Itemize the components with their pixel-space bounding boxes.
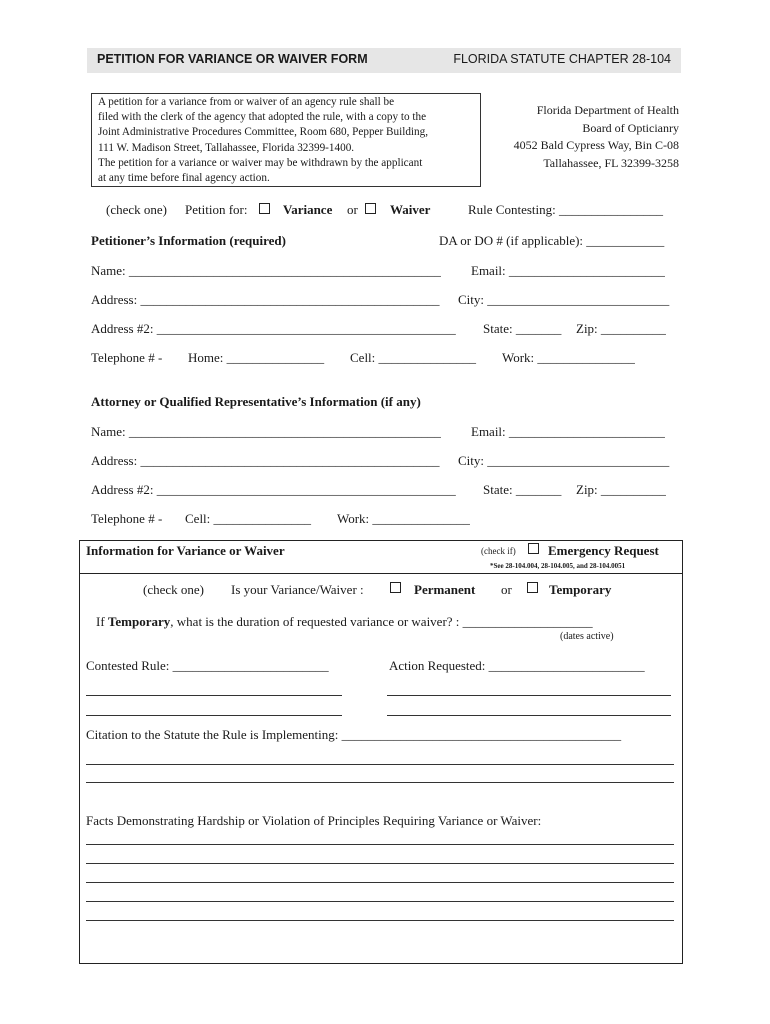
rule-contesting-field[interactable]: Rule Contesting: ________________ bbox=[468, 202, 663, 217]
variance-checkbox[interactable] bbox=[259, 203, 270, 214]
action-requested-field[interactable]: Action Requested: ________________________ bbox=[389, 658, 645, 673]
attorney-name-field[interactable]: Name: ________________________________________________ bbox=[91, 424, 441, 439]
form-title: PETITION FOR VARIANCE OR WAIVER FORM bbox=[97, 52, 368, 66]
if-prefix: If bbox=[96, 614, 108, 629]
da-do-field[interactable]: DA or DO # (if applicable): ____________ bbox=[439, 233, 665, 248]
facts-label: Facts Demonstrating Hardship or Violation of Principles Requiring Variance or Waiver: bbox=[86, 813, 542, 828]
citation-line[interactable] bbox=[86, 764, 674, 765]
duration-or-label: or bbox=[501, 582, 512, 597]
attorney-telephone-label: Telephone # - bbox=[91, 511, 163, 526]
temporary-duration-question bbox=[96, 614, 593, 630]
notice-line: Joint Administrative Procedures Committee, Room 680, Pepper Building, bbox=[98, 126, 429, 139]
petitioner-email-field[interactable]: Email: ________________________ bbox=[471, 263, 665, 278]
petitioner-heading: Petitioner’s Information (required) bbox=[91, 233, 286, 248]
agency-line: Florida Department of Health bbox=[536, 103, 679, 117]
agency-line: 4052 Bald Cypress Way, Bin C-08 bbox=[513, 138, 679, 152]
facts-line[interactable] bbox=[86, 901, 674, 902]
notice-line: A petition for a variance from or waiver of an agency rule shall be bbox=[98, 96, 395, 108]
petition-type-check-one: (check one) bbox=[106, 202, 167, 217]
contested-rule-field[interactable]: Contested Rule: ________________________ bbox=[86, 658, 329, 673]
waiver-label: Waiver bbox=[390, 202, 431, 217]
agency-address bbox=[514, 102, 679, 172]
petitioner-cell-phone-field[interactable]: Cell: _______________ bbox=[350, 350, 477, 365]
emergency-checkbox[interactable] bbox=[528, 543, 539, 554]
filing-notice-box bbox=[91, 93, 481, 187]
section-divider bbox=[79, 573, 683, 574]
facts-line[interactable] bbox=[86, 863, 674, 864]
check-if-label: (check if) bbox=[481, 546, 516, 556]
attorney-state-field[interactable]: State: _______ bbox=[483, 482, 562, 497]
permanent-checkbox[interactable] bbox=[390, 582, 401, 593]
action-requested-line[interactable] bbox=[387, 695, 671, 696]
petitioner-state-field[interactable]: State: _______ bbox=[483, 321, 562, 336]
duration-check-one: (check one) bbox=[143, 582, 204, 597]
notice-line: at any time before final agency action. bbox=[98, 172, 270, 185]
attorney-work-phone-field[interactable]: Work: _______________ bbox=[337, 511, 470, 526]
petitioner-home-phone-field[interactable]: Home: _______________ bbox=[188, 350, 325, 365]
notice-line: The petition for a variance or waiver may be withdrawn by the applicant bbox=[98, 156, 423, 169]
or-label: or bbox=[347, 202, 358, 217]
petitioner-zip-field[interactable]: Zip: __________ bbox=[576, 321, 666, 336]
temporary-duration-field[interactable]: , what is the duration of requested variance or waiver? : ____________________ bbox=[170, 614, 593, 629]
facts-line[interactable] bbox=[86, 920, 674, 921]
variance-info-heading: Information for Variance or Waiver bbox=[86, 543, 285, 558]
emergency-request-label: Emergency Request bbox=[548, 543, 659, 558]
facts-line[interactable] bbox=[86, 844, 674, 845]
agency-line: Board of Opticianry bbox=[582, 120, 679, 135]
notice-line: filed with the clerk of the agency that adopted the rule, with a copy to the bbox=[98, 111, 427, 124]
petitioner-name-field[interactable]: Name: ________________________________________________ bbox=[91, 263, 441, 278]
petitioner-work-phone-field[interactable]: Work: _______________ bbox=[502, 350, 635, 365]
contested-rule-line[interactable] bbox=[86, 715, 342, 716]
temporary-checkbox[interactable] bbox=[527, 582, 538, 593]
petitioner-city-field[interactable]: City: ____________________________ bbox=[458, 292, 670, 307]
emergency-rule-note: *See 28-104.004, 28-104.005, and 28-104.0051 bbox=[490, 562, 626, 570]
petitioner-telephone-label: Telephone # - bbox=[91, 350, 163, 365]
if-temporary-bold: Temporary bbox=[107, 614, 171, 629]
petition-for-label: Petition for: bbox=[185, 202, 248, 217]
attorney-zip-field[interactable]: Zip: __________ bbox=[576, 482, 666, 497]
waiver-checkbox[interactable] bbox=[365, 203, 376, 214]
variance-label: Variance bbox=[283, 202, 333, 217]
temporary-label: Temporary bbox=[549, 582, 612, 597]
duration-question: Is your Variance/Waiver : bbox=[231, 582, 364, 597]
attorney-address-field[interactable]: Address: ______________________________________________ bbox=[91, 453, 440, 468]
permanent-label: Permanent bbox=[414, 582, 476, 597]
agency-line: Tallahassee, FL 32399-3258 bbox=[543, 155, 679, 170]
attorney-email-field[interactable]: Email: ________________________ bbox=[471, 424, 665, 439]
attorney-city-field[interactable]: City: ____________________________ bbox=[458, 453, 670, 468]
dates-active-note: (dates active) bbox=[560, 631, 614, 642]
action-requested-line[interactable] bbox=[387, 715, 671, 716]
statute-citation-field[interactable]: Citation to the Statute the Rule is Implementing: ___________________________________________ bbox=[86, 727, 622, 742]
petitioner-address-field[interactable]: Address: ______________________________________________ bbox=[91, 292, 440, 307]
attorney-cell-phone-field[interactable]: Cell: _______________ bbox=[185, 511, 312, 526]
attorney-heading: Attorney or Qualified Representative’s Information (if any) bbox=[91, 394, 421, 409]
attorney-address2-field[interactable]: Address #2: ______________________________________________ bbox=[91, 482, 456, 497]
citation-line[interactable] bbox=[86, 782, 674, 783]
statute-reference: FLORIDA STATUTE CHAPTER 28-104 bbox=[453, 52, 671, 66]
contested-rule-line[interactable] bbox=[86, 695, 342, 696]
petitioner-address2-field[interactable]: Address #2: ______________________________________________ bbox=[91, 321, 456, 336]
notice-line: 111 W. Madison Street, Tallahassee, Florida 32399-1400. bbox=[98, 141, 355, 154]
facts-line[interactable] bbox=[86, 882, 674, 883]
